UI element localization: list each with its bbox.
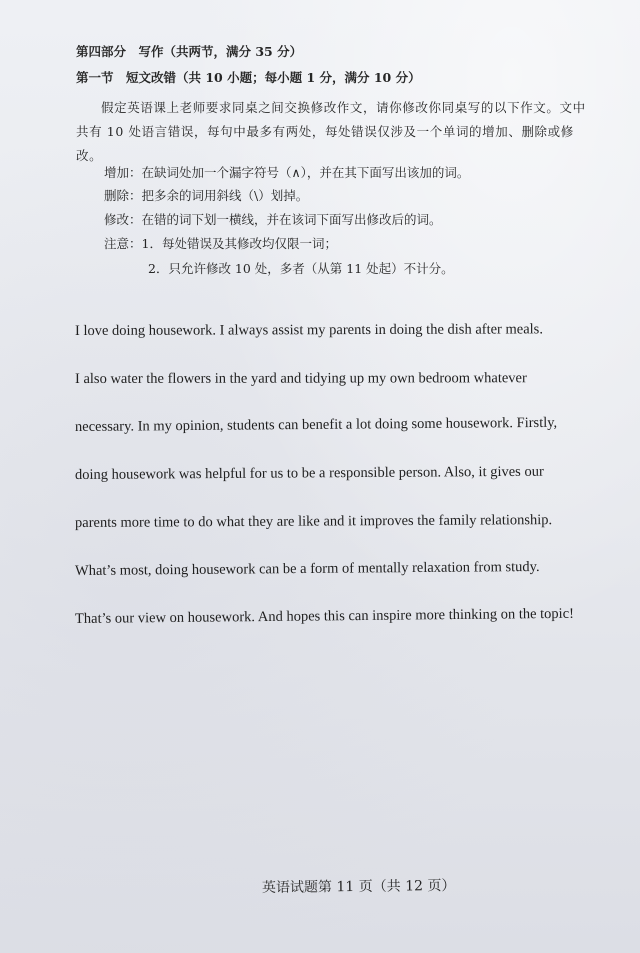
essay-line: parents more time to do what they are like and it improves the family relationship. bbox=[74, 512, 553, 531]
section-title: 第一节 短文改错（共 10 小题；每小题 1 分，满分 10 分） bbox=[76, 70, 421, 85]
instruction-paragraph: 假定英语课上老师要求同桌之间交换修改作文，请你修改你同桌写的以下作文。文中共有 10 处语言错误，每句中最多有两处，每处错误仅涉及一个单词的增加、删除或修改。 bbox=[76, 100, 586, 163]
essay-line: I also water the flowers in the yard and tidying up my own bedroom whatever bbox=[74, 370, 527, 387]
page-number: 英语试题第 11 页（共 12 页） bbox=[261, 877, 456, 897]
rule-delete: 删除：把多余的词用斜线（\）划掉。 bbox=[104, 188, 309, 203]
essay-line: necessary. In my opinion, students can benefit a lot doing some housework. Firstly, bbox=[74, 414, 558, 435]
essay-line: What’s most, doing housework can be a form of mentally relaxation from study. bbox=[74, 558, 540, 579]
rule-note-1: 注意：1．每处错误及其修改均仅限一词； bbox=[104, 236, 337, 251]
essay-line: I love doing housework. I always assist my parents in doing the dish after meals. bbox=[74, 321, 543, 339]
rule-add: 增加：在缺词处加一个漏字符号（∧），并在其下面写出该加的词。 bbox=[104, 165, 470, 180]
essay-line: doing housework was helpful for us to be a responsible person. Also, it gives our bbox=[74, 463, 544, 483]
rule-note-2: 2．只允许修改 10 处，多者（从第 11 处起）不计分。 bbox=[148, 261, 454, 276]
rule-modify: 修改：在错的词下划一横线，并在该词下面写出修改后的词。 bbox=[104, 212, 442, 227]
essay-line: That’s our view on housework. And hopes this can inspire more thinking on the topic! bbox=[74, 605, 575, 627]
part-title: 第四部分 写作（共两节，满分 35 分） bbox=[76, 44, 303, 59]
